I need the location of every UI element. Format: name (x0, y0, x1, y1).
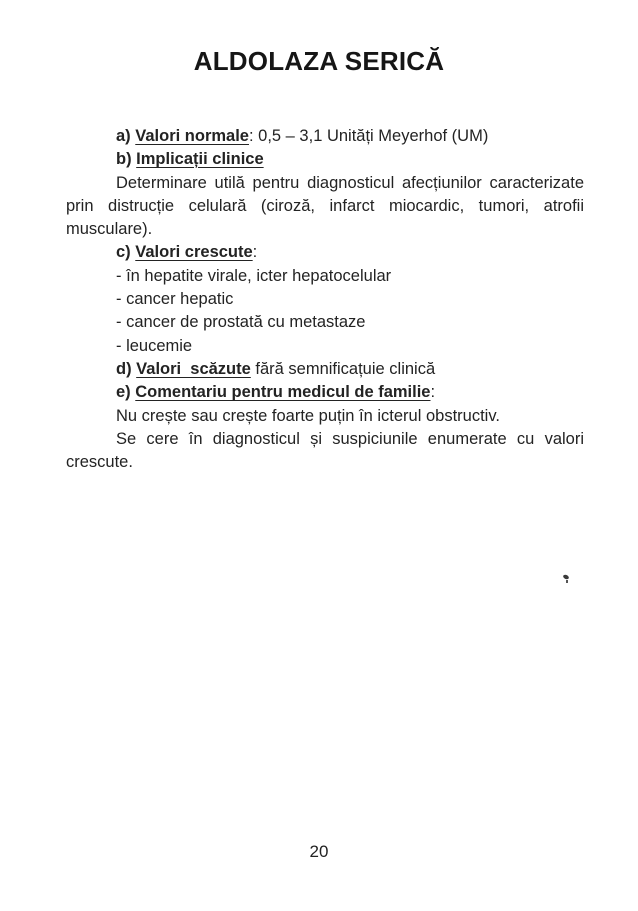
section-b-label: b) (116, 150, 132, 169)
section-d-heading: Valori scăzute (136, 359, 251, 378)
document-body (66, 125, 584, 474)
section-d-text: fără semnificațuie clinică (250, 359, 436, 378)
section-d-decreased-values (66, 358, 584, 381)
section-e-paragraph-2: Se cere în diagnosticul și suspiciunile enumerate cu valori crescute. (66, 429, 584, 472)
section-a-text: : 0,5 – 3,1 Unități Meyerhof (UM) (248, 127, 489, 145)
section-b-heading: Implicații clinice (136, 150, 264, 169)
section-a-normal-values (66, 125, 584, 148)
list-item: - leucemie (116, 336, 193, 355)
section-e-heading: Comentariu pentru medicul de familie (135, 383, 431, 402)
section-a-label: a) (116, 127, 131, 145)
section-b-paragraph: Determinare utilă pentru diagnosticul afecțiunilor caracterizate prin distrucție celulară (ciroză, infarct miocardic, tumori, atrofii musculare). (66, 173, 584, 239)
section-e-suffix: : (430, 383, 436, 402)
section-a-heading: Valori normale (135, 127, 249, 145)
section-c-increased-values (66, 241, 584, 264)
section-c-label: c) (116, 243, 131, 262)
page-title: ALDOLAZA SERICĂ (193, 46, 445, 76)
section-c-suffix: : (252, 243, 258, 262)
list-item: - cancer hepatic (116, 290, 234, 309)
list-item: - în hepatite virale, icter hepatocelular (116, 266, 392, 285)
section-c-heading: Valori crescute (135, 243, 253, 262)
page-number: 20 (309, 842, 329, 861)
section-e-paragraph-1: Nu crește sau crește foarte puțin în icterul obstructiv. (116, 406, 500, 425)
section-e-comment (66, 381, 584, 404)
scan-speck-tail (566, 580, 568, 583)
section-b-clinical-implications (66, 148, 584, 171)
list-item: - cancer de prostată cu metastaze (116, 313, 366, 332)
section-d-label: d) (116, 359, 132, 378)
section-e-label: e) (116, 383, 131, 402)
